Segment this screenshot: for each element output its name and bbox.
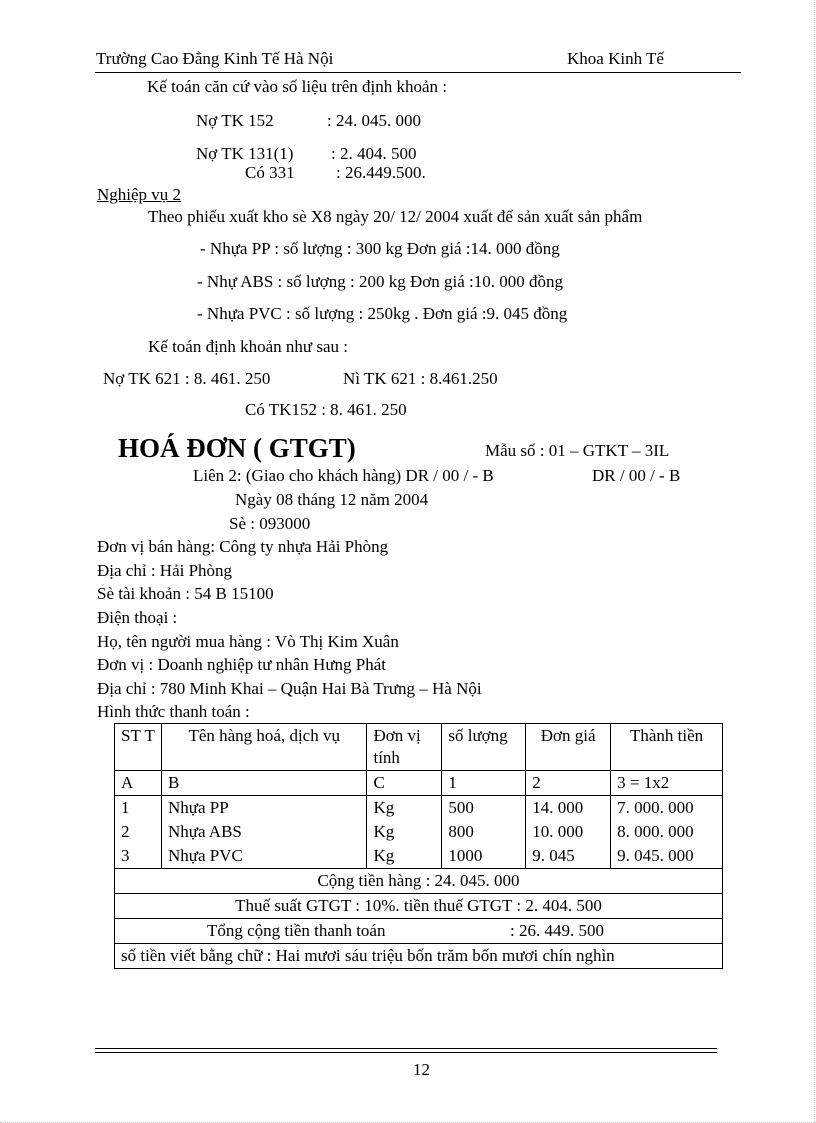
- entry-label: Có 331: [245, 163, 295, 182]
- column-code: 2: [526, 771, 611, 796]
- debit-entry-duplicate: Nì TK 621 : 8.461.250: [343, 369, 498, 388]
- footer-divider: [95, 1052, 717, 1053]
- total-label: Tổng cộng tiền thanh toán: [207, 921, 386, 940]
- page-number: 12: [413, 1060, 430, 1079]
- table-row: [115, 844, 723, 869]
- table-cell: 800: [442, 820, 526, 844]
- table-cell: 9. 045: [526, 844, 611, 869]
- table-header-row: [115, 724, 723, 771]
- entry-label: Nợ TK 131(1): [196, 144, 294, 163]
- material-item: - Nhựa PP : số lượng : 300 kg Đơn giá :14. 000 đồng: [200, 239, 560, 258]
- amount-in-words: số tiền viết bằng chữ : Hai mươi sáu triệu bốn trăm bốn mươi chín nghìn: [115, 944, 723, 969]
- table-cell: Nhựa PP: [161, 796, 367, 821]
- page-edge: [814, 0, 815, 1123]
- entry-value: : 26.449.500.: [336, 163, 426, 182]
- phone: Điện thoại :: [97, 608, 178, 627]
- footer-divider: [95, 1048, 717, 1049]
- table-cell: 500: [442, 796, 526, 821]
- table-code-row: [115, 771, 723, 796]
- buyer-unit: Đơn vị : Doanh nghiệp tư nhân Hưng Phát: [97, 655, 386, 674]
- vat-row: [115, 894, 723, 919]
- invoice-copy-code: DR / 00 / - B: [592, 466, 681, 485]
- total-value: : 26. 449. 500: [510, 921, 604, 940]
- entry-value: : 24. 045. 000: [327, 111, 421, 130]
- vat: Thuế suất GTGT : 10%. tiền thuế GTGT : 2. 404. 500: [115, 894, 723, 919]
- total: [115, 919, 723, 944]
- table-cell: 1: [115, 796, 162, 821]
- entry-value: : 2. 404. 500: [331, 144, 417, 163]
- seller-name: Đơn vị bán hàng: Công ty nhựa Hải Phòng: [97, 537, 389, 556]
- column-code: 3 = 1x2: [611, 771, 723, 796]
- table-cell: 1000: [442, 844, 526, 869]
- debit-entry: Nợ TK 621 : 8. 461. 250: [103, 369, 271, 388]
- invoice-number: Sè : 093000: [229, 514, 311, 533]
- column-code: 1: [442, 771, 526, 796]
- bank-account: Sè tài khoản : 54 B 15100: [97, 584, 274, 603]
- payment-method: Hình thức thanh toán :: [97, 702, 250, 721]
- table-row: [115, 796, 723, 821]
- column-header: Đơn vị tính: [367, 724, 442, 771]
- table-cell: Nhựa PVC: [161, 844, 367, 869]
- table-cell: 9. 045. 000: [611, 844, 723, 869]
- table-cell: 2: [115, 820, 162, 844]
- invoice-copy: Liên 2: (Giao cho khách hàng) DR / 00 / - B: [193, 466, 494, 485]
- form-number: Mẫu số : 01 – GTKT – 3IL: [485, 441, 670, 460]
- table-cell: 14. 000: [526, 796, 611, 821]
- table-cell: Kg: [367, 844, 442, 869]
- invoice-title: HOÁ ĐƠN ( GTGT): [118, 433, 356, 463]
- table-cell: Kg: [367, 796, 442, 821]
- header-divider: [95, 72, 741, 73]
- intro-text: Kế toán căn cứ vào số liệu trên định khoản :: [147, 77, 448, 96]
- subtotal: Cộng tiền hàng : 24. 045. 000: [115, 869, 723, 894]
- invoice-date: Ngày 08 tháng 12 năm 2004: [235, 490, 429, 509]
- operation-2-description: Theo phiếu xuất kho sè X8 ngày 20/ 12/ 2004 xuất để sản xuất sản phẩm: [148, 207, 643, 226]
- table-cell: 7. 000. 000: [611, 796, 723, 821]
- entry-label: Nợ TK 152: [196, 111, 274, 130]
- column-header: Tên hàng hoá, dịch vụ: [161, 724, 367, 771]
- seller-address: Địa chỉ : Hải Phòng: [97, 561, 233, 580]
- material-item: - Nhựa PVC : số lượng : 250kg . Đơn giá :9. 045 đồng: [197, 304, 568, 323]
- table-cell: 3: [115, 844, 162, 869]
- operation-2-heading: Nghiệp vụ 2: [97, 185, 182, 204]
- table-cell: Nhựa ABS: [161, 820, 367, 844]
- column-header: Thành tiền: [611, 724, 723, 771]
- header-faculty: Khoa Kinh Tế: [567, 49, 664, 68]
- column-code: B: [161, 771, 367, 796]
- table-cell: 8. 000. 000: [611, 820, 723, 844]
- subtotal-row: [115, 869, 723, 894]
- credit-entry: Có TK152 : 8. 461. 250: [245, 400, 407, 419]
- invoice-table: [114, 723, 723, 969]
- column-header: ST T: [115, 724, 162, 771]
- table-row: [115, 820, 723, 844]
- column-header: số lượng: [442, 724, 526, 771]
- entry-intro: Kế toán định khoản như sau :: [148, 337, 348, 356]
- column-code: A: [115, 771, 162, 796]
- total-row: [115, 919, 723, 944]
- column-header: Đơn giá: [526, 724, 611, 771]
- table-cell: 10. 000: [526, 820, 611, 844]
- column-code: C: [367, 771, 442, 796]
- in-words-row: [115, 944, 723, 969]
- header-school: Trường Cao Đẳng Kinh Tế Hà Nội: [96, 49, 334, 68]
- buyer-address: Địa chỉ : 780 Minh Khai – Quận Hai Bà Trưng – Hà Nội: [97, 679, 482, 698]
- table-cell: Kg: [367, 820, 442, 844]
- material-item: - Nhự ABS : số lượng : 200 kg Đơn giá :10. 000 đồng: [197, 272, 564, 291]
- buyer-name: Họ, tên người mua hàng : Vò Thị Kim Xuân: [97, 632, 399, 651]
